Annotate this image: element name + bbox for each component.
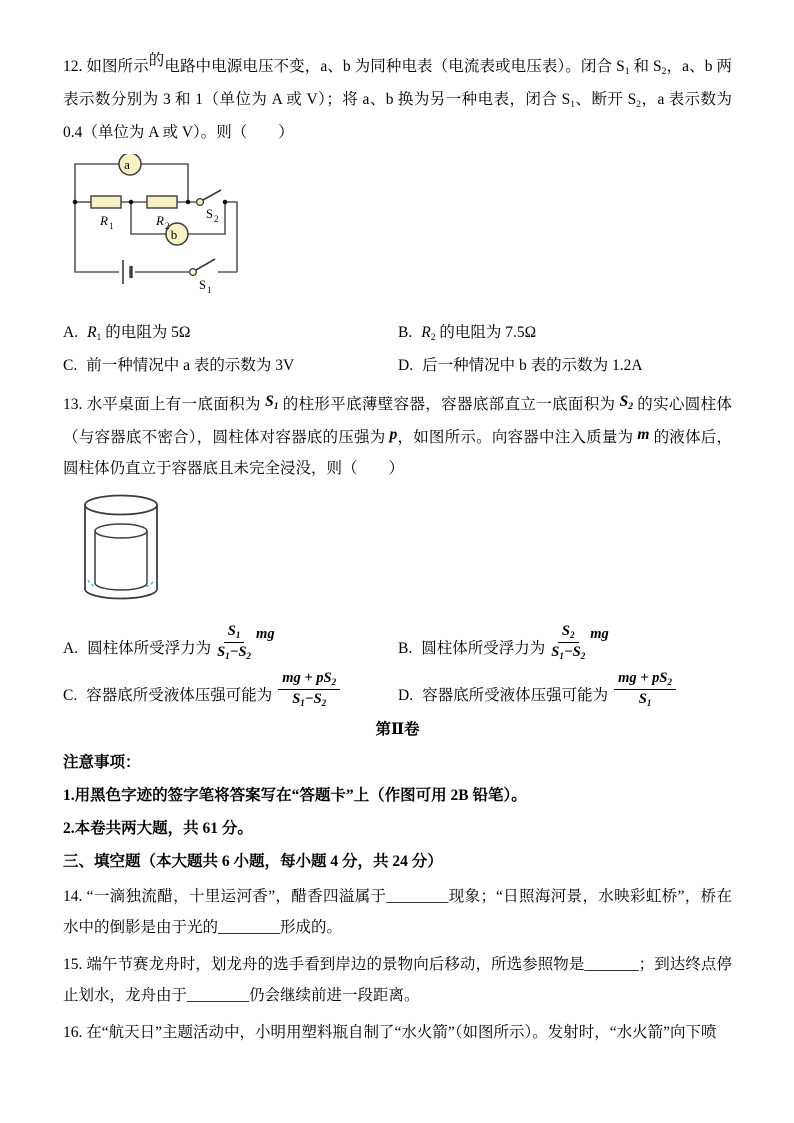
option-label: D. xyxy=(398,687,414,704)
option-text: 后一种情况中 b 表的示数为 1.2A xyxy=(422,357,643,374)
option-prefix: 圆柱体所受浮力为 xyxy=(421,640,546,657)
option-label: B. xyxy=(398,640,413,657)
resistor-r2-sub: 2 xyxy=(165,221,170,231)
fraction-denominator: S1−S2 xyxy=(217,644,252,661)
question-12-text: 12. 如图所示的电路中电源电压不变，a、b 为同种电表（电流表或电压表）。闭合 S1 和 S2，a、b 两表示数分别为 3 和 1（单位为 A 或 V）；将 a、b 换为另一种电表，闭合 S1、断开 S2，a 表示数为 0.4（单位为 A 或 V）。则（ ） xyxy=(63,52,732,141)
option-12-b xyxy=(398,317,536,350)
option-12-d xyxy=(398,350,643,381)
notice-heading: 注意事项： xyxy=(63,754,141,771)
resistor-r1-label: R xyxy=(100,213,108,228)
question-12-options-row-1 xyxy=(63,317,732,350)
fraction-numerator: mg + pS2 xyxy=(278,670,340,690)
fraction-denominator: S1 xyxy=(638,691,652,708)
fraction-numerator: S1 xyxy=(224,623,245,643)
option-label: D. xyxy=(398,357,414,374)
question-13-options-row-2 xyxy=(63,668,732,709)
option-prefix: 容器底所受液体压强可能为 xyxy=(86,687,273,704)
switch-s2 xyxy=(197,190,221,205)
switch-s1-label: S xyxy=(199,278,206,292)
option-text: 前一种情况中 a 表的示数为 3V xyxy=(86,357,295,374)
fraction-denominator: S1−S2 xyxy=(551,644,586,661)
meter-a xyxy=(119,154,141,175)
option-label: C. xyxy=(63,357,78,374)
option-text: R1 的电阻为 5Ω xyxy=(87,324,191,344)
option-13-c xyxy=(63,668,398,709)
switch-s1-sub: 1 xyxy=(207,285,212,295)
option-13-a xyxy=(63,621,398,662)
option-prefix: 圆柱体所受浮力为 xyxy=(87,640,212,657)
circuit-diagram xyxy=(65,154,255,296)
fraction xyxy=(551,623,585,662)
option-label: C. xyxy=(63,687,78,704)
fraction-denominator: S1−S2 xyxy=(292,691,327,708)
switch-s1 xyxy=(190,259,215,275)
option-label: B. xyxy=(398,324,413,341)
fraction-numerator: mg + pS2 xyxy=(614,670,676,690)
fraction xyxy=(278,670,340,709)
question-14-text: 14. “一滴独流醋，十里运河香”，醋香四溢属于________现象；“日照海河景，水映彩虹桥”，桥在水中的倒影是由于光的________形成的。 xyxy=(63,888,732,936)
switch-s2-sub: 2 xyxy=(214,214,219,224)
formula-suffix: mg xyxy=(256,626,275,642)
option-label: A. xyxy=(63,640,79,657)
inner-cylinder xyxy=(95,524,147,590)
fraction xyxy=(217,623,251,662)
question-13-options-row-1 xyxy=(63,621,732,662)
container-diagram xyxy=(75,492,167,604)
option-prefix: 容器底所受液体压强可能为 xyxy=(422,687,609,704)
meter-b-label: b xyxy=(170,227,178,242)
formula-suffix: mg xyxy=(590,626,609,642)
question-12-options-row-2 xyxy=(63,350,732,381)
part-2-title: 第Ⅱ卷 xyxy=(375,721,420,738)
option-12-a xyxy=(63,317,398,350)
option-label: A. xyxy=(63,324,79,341)
option-13-d xyxy=(398,668,681,709)
question-13-text: 13. 水平桌面上有一底面积为 S1 的柱形平底薄壁容器，容器底部直立一底面积为 S2 的实心圆柱体（与容器底不密合），圆柱体对容器底的压强为 p，如图所示。向容器中注入质量为 m 的液体后，圆柱体仍直立于容器底且未完全浸没，则（ ） xyxy=(63,393,732,477)
question-15-text: 15. 端午节赛龙舟时，划龙舟的选手看到岸边的景物向后移动，所选参照物是_______；到达终点停止划水，龙舟由于________仍会继续前进一段距离。 xyxy=(63,956,732,1004)
option-12-c xyxy=(63,350,398,381)
option-13-b xyxy=(398,621,609,662)
resistor-r2 xyxy=(147,196,177,208)
meter-a-label: a xyxy=(124,157,130,172)
notice-item-1: 1.用黑色字迹的签字笔将答案写在“答题卡”上（作图可用 2B 铅笔）。 xyxy=(63,787,527,804)
switch-s2-label: S xyxy=(206,207,213,221)
question-16-text: 16. 在“航天日”主题活动中，小明用塑料瓶自制了“水火箭”（如图所示）。发射时，“水火箭”向下喷 xyxy=(63,1024,717,1041)
section-3-heading: 三、填空题（本大题共 6 小题，每小题 4 分，共 24 分） xyxy=(63,853,443,870)
resistor-r1-sub: 1 xyxy=(109,221,114,231)
fraction xyxy=(614,670,676,709)
battery xyxy=(123,260,131,284)
fraction-numerator: S2 xyxy=(558,623,579,643)
resistor-r2-label: R xyxy=(156,213,164,228)
notice-item-2: 2.本卷共两大题，共 61 分。 xyxy=(63,820,253,837)
option-text: R2 的电阻为 7.5Ω xyxy=(421,324,537,344)
outer-container xyxy=(85,496,157,599)
resistor-r1 xyxy=(91,196,121,208)
